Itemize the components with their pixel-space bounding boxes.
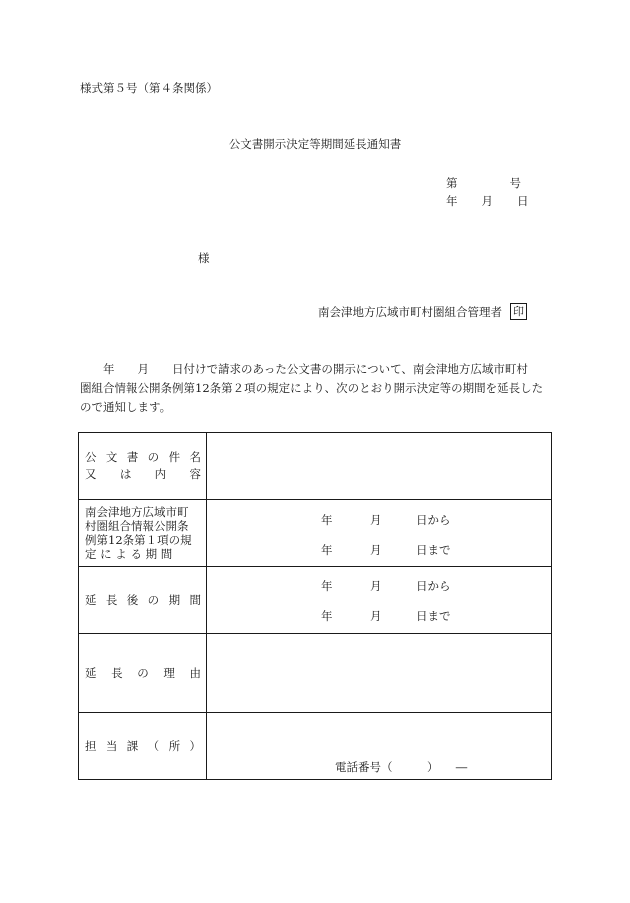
label-line: 定 に よ る 期 間 <box>85 547 173 561</box>
number-prefix: 第 <box>446 176 458 190</box>
value-original-period[interactable] <box>207 500 552 567</box>
document-title: 公文書開示決定等期間延長通知書 <box>228 137 402 151</box>
issuer-name: 南会津地方広域市町村圏組合管理者 <box>318 304 502 319</box>
number-suffix: 号 <box>509 176 521 190</box>
period-year: 年 <box>321 513 333 527</box>
label-line: 公 文 書 の 件 名 <box>85 450 201 464</box>
label-department <box>79 713 207 780</box>
seal-mark: 印 <box>510 303 527 320</box>
value-department[interactable] <box>207 713 552 780</box>
form-table <box>78 432 552 780</box>
table-row-department <box>79 713 552 780</box>
label-original-period <box>79 500 207 567</box>
document-date-line <box>446 193 529 209</box>
value-extended-period[interactable] <box>207 567 552 634</box>
label-line: 南会津地方広域市町 <box>85 505 189 519</box>
table-row-subject <box>79 433 552 500</box>
label-document-subject <box>79 433 207 500</box>
table-row-extended-period <box>79 567 552 634</box>
body-paragraph <box>80 360 552 417</box>
period-month: 月 <box>370 513 382 527</box>
period-month: 月 <box>370 579 382 593</box>
value-document-subject[interactable] <box>207 433 552 500</box>
period-until: 日まで <box>416 609 451 623</box>
label-line: 村圏組合情報公開条 <box>85 519 189 533</box>
period-year: 年 <box>321 543 333 557</box>
date-day: 日 <box>517 194 529 208</box>
period-from: 日から <box>416 513 451 527</box>
period-year: 年 <box>321 579 333 593</box>
date-month: 月 <box>481 194 493 208</box>
issuer-line <box>318 303 527 320</box>
body-line: ので通知します。 <box>80 400 172 414</box>
date-year: 年 <box>446 194 458 208</box>
phone-number-field: 電話番号（ ） ― <box>335 760 468 774</box>
document-number-line <box>446 175 521 191</box>
table-row-original-period <box>79 500 552 567</box>
value-extension-reason[interactable] <box>207 634 552 713</box>
label-extension-reason <box>79 634 207 713</box>
body-line: 年 月 日付けで請求のあった公文書の開示について、南会津地方広域市町村 <box>80 362 528 376</box>
body-line: 圏組合情報公開条例第12条第２項の規定により、次のとおり開示決定等の期間を延長した <box>80 381 544 395</box>
table-row-reason <box>79 634 552 713</box>
label-line: 担 当 課 （ 所 ） <box>85 738 201 753</box>
label-line: 延 長 の 理 由 <box>85 665 201 680</box>
label-line: 延 長 後 の 期 間 <box>85 592 201 607</box>
label-extended-period <box>79 567 207 634</box>
form-number: 様式第５号（第４条関係） <box>80 81 218 95</box>
recipient-line: 様 <box>198 251 210 265</box>
period-from: 日から <box>416 579 451 593</box>
label-line: 又 は 内 容 <box>85 467 201 481</box>
period-month: 月 <box>370 543 382 557</box>
period-month: 月 <box>370 609 382 623</box>
label-line: 例第12条第１項の規 <box>85 533 192 547</box>
period-until: 日まで <box>416 543 451 557</box>
period-year: 年 <box>321 609 333 623</box>
